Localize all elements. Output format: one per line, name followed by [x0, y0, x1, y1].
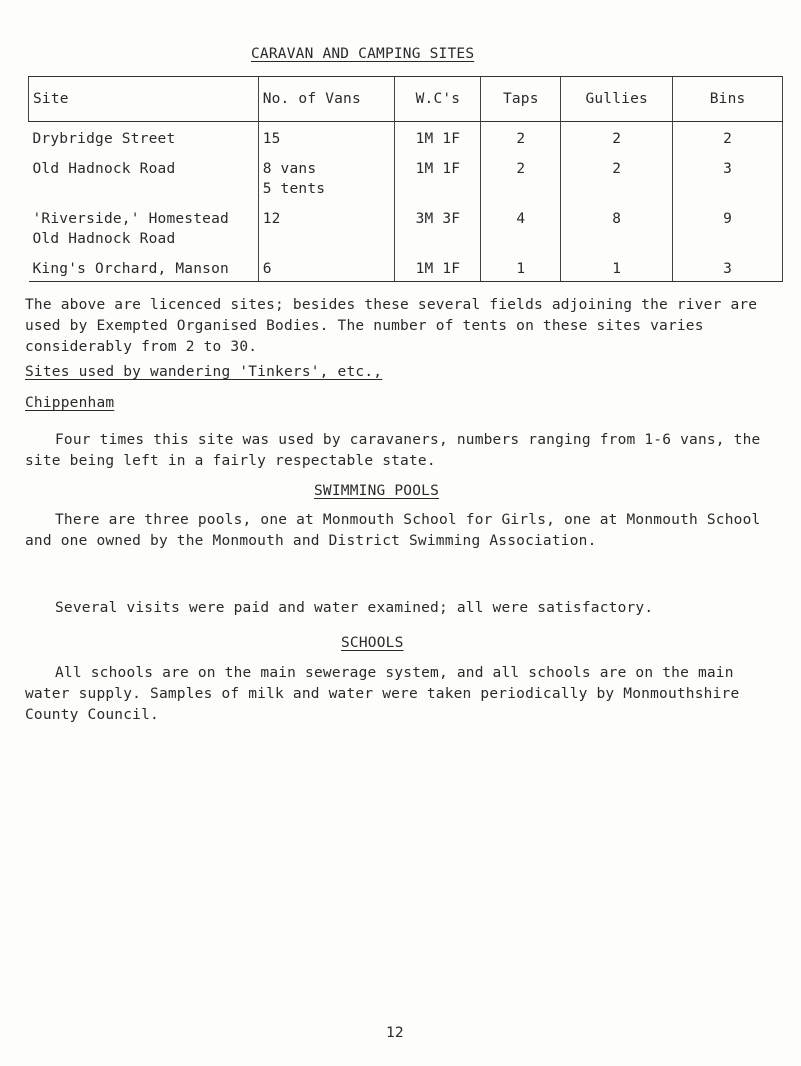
wcs-cell: 1M 1F [395, 122, 481, 153]
gullies-cell: 2 [561, 152, 673, 202]
column-header: Taps [481, 77, 561, 122]
pools-paragraph: There are three pools, one at Monmouth School for Girls, one at Monmouth School and one owned by the Monmouth and District Swimming Association. [25, 512, 761, 549]
licence-note: The above are licenced sites; besides these several fields adjoining the river are used by Exempted Organised Bodies. The number of tents on these sites varies considerably from 2 to 30. [25, 297, 758, 355]
wcs-cell: 1M 1F [395, 152, 481, 202]
chippenham-subheading: Chippenham [25, 395, 115, 411]
vans-cell [258, 152, 395, 202]
caravan-sites-table [28, 76, 783, 282]
vans-value: 15 [262, 131, 281, 147]
taps-cell: 2 [481, 152, 561, 202]
tents-value: 5 tents [262, 181, 326, 197]
wcs-cell: 1M 1F [395, 252, 481, 282]
bins-cell: 3 [673, 152, 783, 202]
wandering-heading: Sites used by wandering 'Tinkers', etc., [25, 364, 383, 380]
site-name: 'Riverside,' Homestead [32, 211, 229, 227]
vans-value: 12 [262, 211, 281, 227]
site-cell [29, 252, 259, 282]
gullies-cell: 1 [561, 252, 673, 282]
vans-cell [258, 202, 395, 252]
caravan-heading: CARAVAN AND CAMPING SITES [251, 46, 475, 62]
column-header: Bins [673, 77, 783, 122]
gullies-cell: 8 [561, 202, 673, 252]
column-header: W.C's [395, 77, 481, 122]
column-header: No. of Vans [258, 77, 395, 122]
schools-paragraph: All schools are on the main sewerage system, and all schools are on the main water supply. Samples of milk and water were taken periodically by Monmouthshire County Council. [25, 665, 740, 723]
schools-heading: SCHOOLS [341, 635, 404, 651]
site-name: King's Orchard, Manson [32, 261, 229, 277]
table-row [29, 252, 783, 282]
table-row [29, 122, 783, 153]
site-name: Drybridge Street [32, 131, 176, 147]
vans-value: 6 [262, 261, 272, 277]
taps-cell: 2 [481, 122, 561, 153]
wcs-cell: 3M 3F [395, 202, 481, 252]
bins-cell: 3 [673, 252, 783, 282]
column-header: Site [29, 77, 259, 122]
pools-heading: SWIMMING POOLS [314, 483, 440, 499]
wandering-paragraph: Four times this site was used by caravaners, numbers ranging from 1-6 vans, the site being left in a fairly respectable state. [25, 432, 761, 469]
site-cell [29, 202, 259, 252]
table-header-row [29, 77, 783, 122]
site-name-line2: Old Hadnock Road [32, 231, 176, 247]
site-cell [29, 122, 259, 153]
taps-cell: 4 [481, 202, 561, 252]
column-header: Gullies [561, 77, 673, 122]
pools-visits-paragraph: Several visits were paid and water examined; all were satisfactory. [55, 600, 654, 616]
bins-cell: 2 [673, 122, 783, 153]
table-row [29, 202, 783, 252]
site-name: Old Hadnock Road [32, 161, 176, 177]
vans-cell [258, 122, 395, 153]
bins-cell: 9 [673, 202, 783, 252]
gullies-cell: 2 [561, 122, 673, 153]
table-row [29, 152, 783, 202]
vans-cell [258, 252, 395, 282]
vans-value: 8 vans [262, 161, 317, 177]
page-number: 12 [386, 1025, 404, 1041]
site-cell [29, 152, 259, 202]
taps-cell: 1 [481, 252, 561, 282]
